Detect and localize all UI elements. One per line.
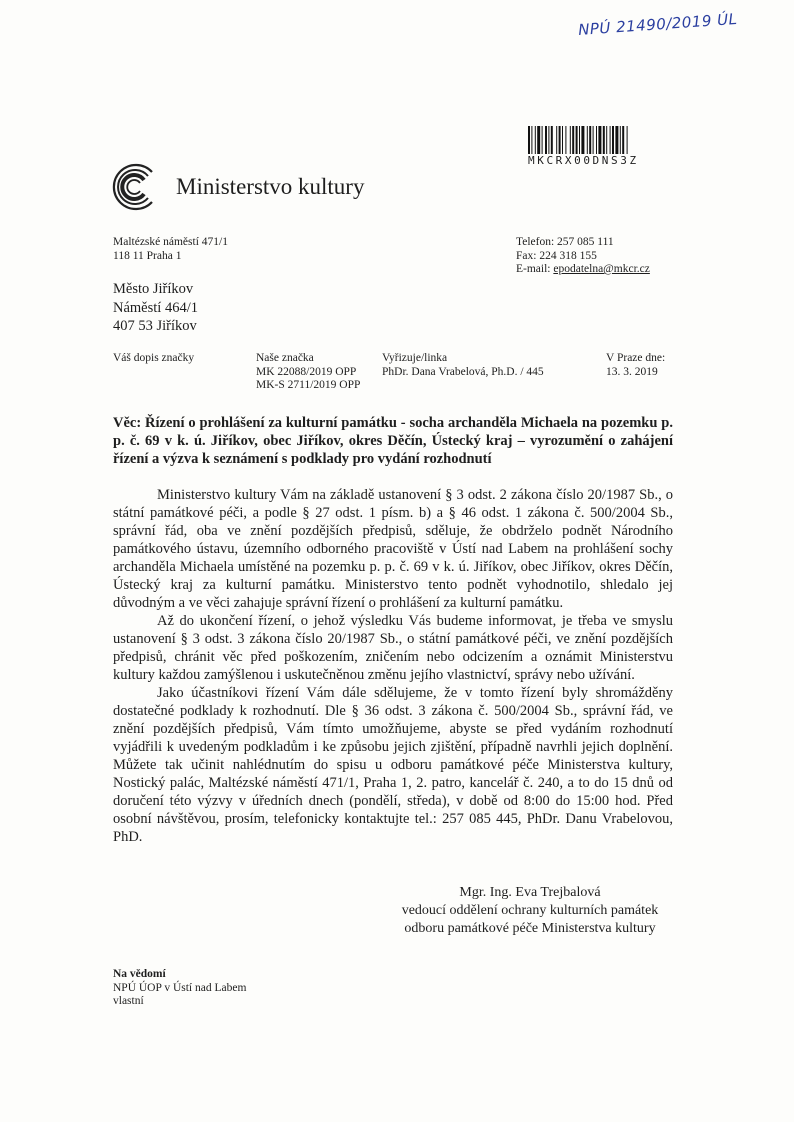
barcode-bar bbox=[545, 126, 547, 154]
barcode-bar bbox=[612, 126, 614, 154]
our-reference-value: MK-S 2711/2019 OPP bbox=[256, 379, 361, 391]
signatory-name: Mgr. Ing. Eva Trejbalová bbox=[459, 885, 601, 900]
barcode-bar bbox=[627, 126, 628, 154]
sender-fax: Fax: 224 318 155 bbox=[516, 249, 597, 262]
ministry-c-logo-icon bbox=[108, 160, 162, 214]
barcode-bar bbox=[528, 126, 530, 154]
cc-block bbox=[113, 968, 246, 1009]
letter-date bbox=[606, 352, 665, 379]
barcode-text: MKCRX00DNS3Z bbox=[528, 154, 639, 167]
barcode-bar bbox=[556, 126, 557, 154]
our-reference-value: MK 22088/2019 OPP bbox=[256, 365, 357, 378]
barcode-bar bbox=[562, 126, 563, 154]
our-reference bbox=[256, 352, 360, 393]
body-paragraph: Jako účastníkovi řízení Vám dále sdělujeme, že v tomto řízení byly shromážděny dostatečné podklady k rozhodnutí. Dle § 36 odst. 3 zákona č. 500/2004 Sb., správní řád, ve znění pozdějších předpisů, Vám tímto umožňujeme, abyste se před vydáním rozhodnutí vyjádřili k uvedeným podkladům i ke způsobu jejich zjištění, případně navrhli jejich doplnění. Můžete tak učinit nahlédnutím do spisu u odboru památkové péče Ministerstva kultury, Nostický palác, Maltézské náměstí 471/1, Praha 1, 2. patro, kancelář č. 240, a to do 15 dnů od doručení této výzvy v úředních dnech (pondělí, středa), v době od 8:00 do 15:00 hod. Před osobní návštěvou, prosím, telefonicky kontaktujte tel.: 257 085 445, PhDr. Danu Vrabelovou, PhD. bbox=[113, 685, 673, 845]
sender-contact bbox=[516, 236, 650, 277]
barcode-bar bbox=[542, 126, 543, 154]
barcode-bar bbox=[620, 126, 621, 154]
handler bbox=[382, 352, 544, 379]
barcode-bar bbox=[537, 126, 540, 154]
body-paragraph: Ministerstvo kultury Vám na základě ustanovení § 3 odst. 2 zákona číslo 20/1987 Sb., o státní památkové péči, a podle § 27 odst. 1 písm. b) a § 46 odst. 1 zákona č. 500/2004 Sb., správní řád, oba ve znění pozdějších předpisů, sděluje, že obdrželo podnět Národního památkového ústavu, územního odborného pracoviště v Ústí nad Labem na prohlášení sochy archanděla Michaela umístěné na pozemku p. p. č. 69 v k. ú. Jiříkov, obec Jiříkov, okres Děčín, Ústecký kraj za kulturní památku. Ministerstvo tento podnět vyhodnotilo, shledalo jej důvodným a ve věci zahajuje správní řízení o prohlášení za kulturní památku. bbox=[113, 487, 673, 611]
sender-address bbox=[113, 236, 228, 263]
barcode-bar bbox=[565, 126, 566, 154]
subject-line: Věc: Řízení o prohlášení za kulturní památku - socha archanděla Michaela na pozemku p. p. č. 69 v k. ú. Jiříkov, obec Jiříkov, okres Děčín, Ústecký kraj – vyrozumění o zahájení řízení a výzva k seznámení s podklady pro vydání rozhodnutí bbox=[113, 415, 673, 467]
handwritten-reference-note: NPÚ 21490/2019 ÚL bbox=[577, 9, 739, 39]
sender-phone: Telefon: 257 085 111 bbox=[516, 236, 614, 248]
barcode-bar bbox=[576, 126, 578, 154]
cc-heading: Na vědomí bbox=[113, 968, 166, 980]
cc-line: vlastní bbox=[113, 995, 144, 1007]
recipient-line: Náměstí 464/1 bbox=[113, 299, 198, 316]
barcode-bar bbox=[622, 126, 624, 154]
barcode-bar bbox=[531, 126, 532, 154]
date-value: 13. 3. 2019 bbox=[606, 365, 658, 378]
sender-address-line: 118 11 Praha 1 bbox=[113, 249, 182, 262]
email-link[interactable]: epodatelna@mkcr.cz bbox=[553, 263, 650, 275]
barcode-bar bbox=[603, 126, 605, 154]
barcode-bar bbox=[593, 126, 594, 154]
barcode-bar bbox=[596, 126, 597, 154]
recipient-address bbox=[113, 280, 198, 336]
barcode-bar bbox=[551, 126, 553, 154]
barcode-bar bbox=[589, 126, 591, 154]
barcode-bar bbox=[579, 126, 580, 154]
barcode-bar bbox=[570, 126, 571, 154]
cc-line: NPÚ ÚOP v Ústí nad Labem bbox=[113, 981, 247, 994]
body-paragraph: Až do ukončení řízení, o jehož výsledku Vás budeme informovat, je třeba ve smyslu ustanovení § 3 odst. 3 zákona číslo 20/1987 Sb., o státní památkové péči, ve znění pozdějších předpisů, chránit věc před poškozením, zničením nebo odcizením a oznámit Ministerstvu kultury každou zamýšlenou i uskutečněnou změnu jejího vlastnictví, správy nebo užívání. bbox=[113, 613, 673, 683]
barcode-bar bbox=[610, 126, 611, 154]
your-reference-label: Váš dopis značky bbox=[113, 352, 195, 364]
signatory-title: odboru památkové péče Ministerstva kultury bbox=[404, 921, 656, 936]
barcode-bar bbox=[572, 126, 574, 154]
handler-label: Vyřizuje/linka bbox=[382, 352, 448, 364]
barcode-bar bbox=[548, 126, 549, 154]
signature-block bbox=[380, 884, 680, 938]
barcode-bar bbox=[559, 126, 561, 154]
barcode-bar bbox=[535, 126, 536, 154]
our-reference-label: Naše značka bbox=[256, 352, 314, 364]
email-label: E-mail: bbox=[516, 263, 554, 275]
handler-value: PhDr. Dana Vrabelová, Ph.D. / 445 bbox=[382, 365, 544, 378]
barcode-bar bbox=[598, 126, 601, 154]
letter-body bbox=[113, 486, 673, 846]
barcode bbox=[528, 126, 680, 154]
barcode-bar bbox=[606, 126, 607, 154]
recipient-line: 407 53 Jiříkov bbox=[113, 318, 197, 334]
sender-address-line: Maltézské náměstí 471/1 bbox=[113, 236, 228, 248]
barcode-bar bbox=[587, 126, 588, 154]
recipient-line: Město Jiříkov bbox=[113, 281, 194, 297]
date-label: V Praze dne: bbox=[606, 352, 666, 364]
sender-email-line bbox=[516, 263, 650, 277]
barcode-bar bbox=[615, 126, 618, 154]
signatory-title: vedoucí oddělení ochrany kulturních památek bbox=[401, 903, 659, 918]
ministry-name: Ministerstvo kultury bbox=[176, 174, 365, 199]
your-reference bbox=[113, 352, 194, 366]
barcode-bar bbox=[581, 126, 584, 154]
